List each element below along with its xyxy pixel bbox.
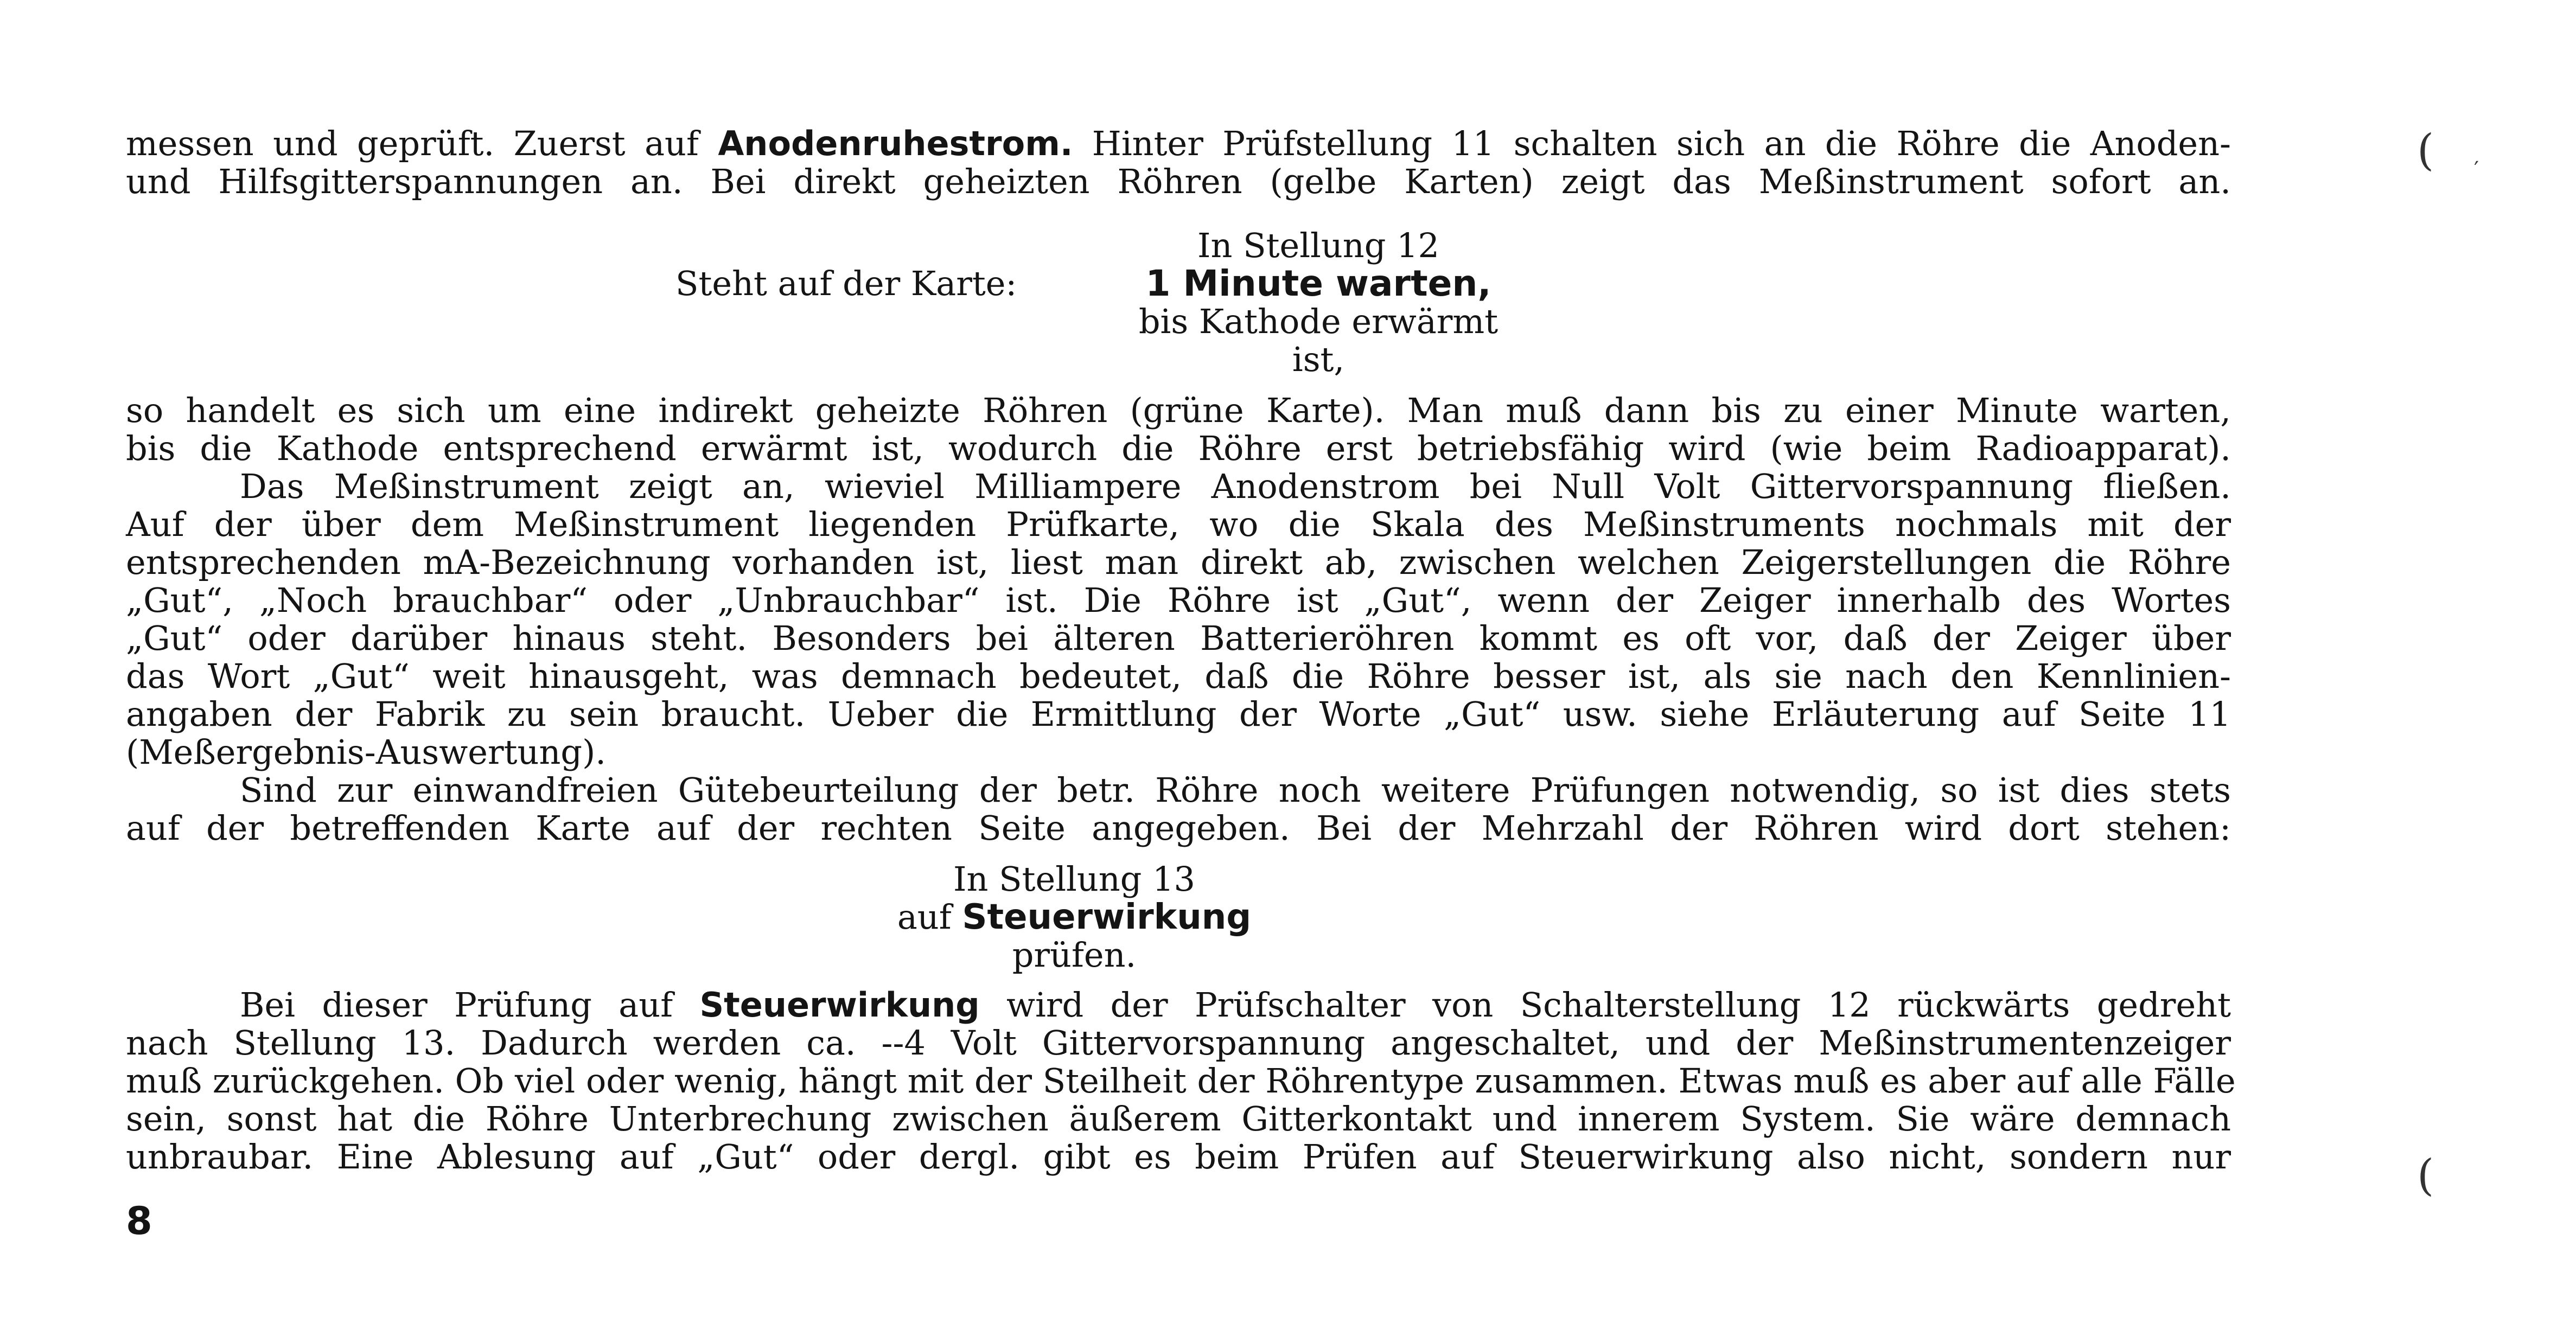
text-line: „Gut“, „Noch brauchbar“ oder „Unbrauchbar“ ist. Die Röhre ist „Gut“, wenn der Zeiger innerhalb des Wortes [126, 580, 2231, 620]
text-line: sein, sonst hat die Röhre Unterbrechung zwischen äußerem Gitterkontakt und innerem System. Sie wäre demnach [126, 1099, 2231, 1139]
stellung-13-line3: prüfen. [1012, 935, 1137, 975]
margin-tick-mark: ′ [2474, 157, 2479, 182]
bold-term: Anodenruhestrom. [718, 124, 1073, 163]
text-line: Auf der über dem Meßinstrument liegenden Prüfkarte, wo die Skala des Meßinstruments nochmals mit der [126, 504, 2231, 544]
paragraph-anodenruhestrom [126, 125, 2231, 201]
stellung-13-heading: In Stellung 13 [953, 859, 1196, 899]
page-number: 8 [126, 1199, 152, 1243]
stellung-12-heading: In Stellung 12 [1197, 226, 1440, 265]
text-line: „Gut“ oder darüber hinaus steht. Besonders bei älteren Batterieröhren kommt es oft vor, daß der Zeiger über [126, 618, 2231, 658]
text-line: so handelt es sich um eine indirekt geheizte Röhren (grüne Karte). Man muß dann bis zu einer Minute warten, [126, 391, 2231, 430]
stellung-13-instruction [803, 860, 1346, 974]
text-line [126, 986, 2231, 1024]
text-run: Hinter Prüfstellung 11 schalten sich an die Röhre die Anoden- [1073, 124, 2231, 163]
paragraph-steuerwirkung [126, 985, 2236, 1177]
text-line: entsprechenden mA-Bezeichnung vorhanden ist, liest man direkt ab, zwischen welchen Zeigerstellungen die Röhre [126, 542, 2231, 582]
text-run: auf [897, 897, 962, 937]
bold-term: Steuerwirkung [699, 985, 980, 1025]
text-line: und Hilfsgitterspannungen an. Bei direkt geheizten Röhren (gelbe Karten) zeigt das Meßinstrument sofort an. [126, 162, 2231, 201]
stellung-12-line3: bis Kathode erwärmt [1138, 302, 1499, 341]
stellung-12-label: Steht auf der Karte: [675, 264, 1017, 303]
text-run: Bei dieser Prüfung auf [240, 985, 700, 1025]
stellung-12-line4: ist, [1292, 340, 1345, 379]
text-line: Sind zur einwandfreien Gütebeurteilung der betr. Röhre noch weitere Prüfungen notwendig, so ist dies stets [240, 770, 2231, 810]
stellung-12-bold: 1 Minute warten, [1145, 263, 1491, 304]
paragraph-indirekt-geheizt [126, 392, 2231, 847]
text-line: Das Meßinstrument zeigt an, wieviel Milliampere Anodenstrom bei Null Volt Gittervorspannung fließen. [240, 466, 2231, 506]
margin-bracket-mark: ( [2417, 1150, 2434, 1200]
margin-bracket-mark: ( [2417, 125, 2434, 175]
text-line: bis die Kathode entsprechend erwärmt ist, wodurch die Röhre erst betriebsfähig wird (wie beim Radioapparat). [126, 429, 2231, 468]
text-line: muß zurückgehen. Ob viel oder wenig, hängt mit der Steilheit der Röhrentype zusammen. Etwas muß es aber auf alle Fälle [126, 1061, 2236, 1101]
text-line: (Meßergebnis-Auswertung). [126, 732, 606, 772]
stellung-12-instruction [1074, 227, 1563, 379]
text-line: unbraubar. Eine Ablesung auf „Gut“ oder dergl. gibt es beim Prüfen auf Steuerwirkung also nicht, sondern nur [126, 1137, 2231, 1177]
text-run: wird der Prüfschalter von Schalterstellung 12 rückwärts gedreht [979, 985, 2231, 1025]
text-line: auf der betreffenden Karte auf der rechten Seite angegeben. Bei der Mehrzahl der Röhren wird dort stehen: [126, 808, 2231, 848]
stellung-13-line2 [803, 898, 1346, 936]
text-line: nach Stellung 13. Dadurch werden ca. --4 Volt Gittervorspannung angeschaltet, und der Meßinstrumentenzeiger [126, 1023, 2231, 1063]
text-line [126, 125, 2231, 163]
text-line: angaben der Fabrik zu sein braucht. Ueber die Ermittlung der Worte „Gut“ usw. siehe Erläuterung auf Seite 11 [126, 694, 2231, 734]
text-run: messen und geprüft. Zuerst auf [126, 124, 718, 163]
text-line: das Wort „Gut“ weit hinausgeht, was demnach bedeutet, daß die Röhre besser ist, als sie nach den Kennlinien- [126, 656, 2231, 696]
bold-term: Steuerwirkung [962, 897, 1252, 937]
